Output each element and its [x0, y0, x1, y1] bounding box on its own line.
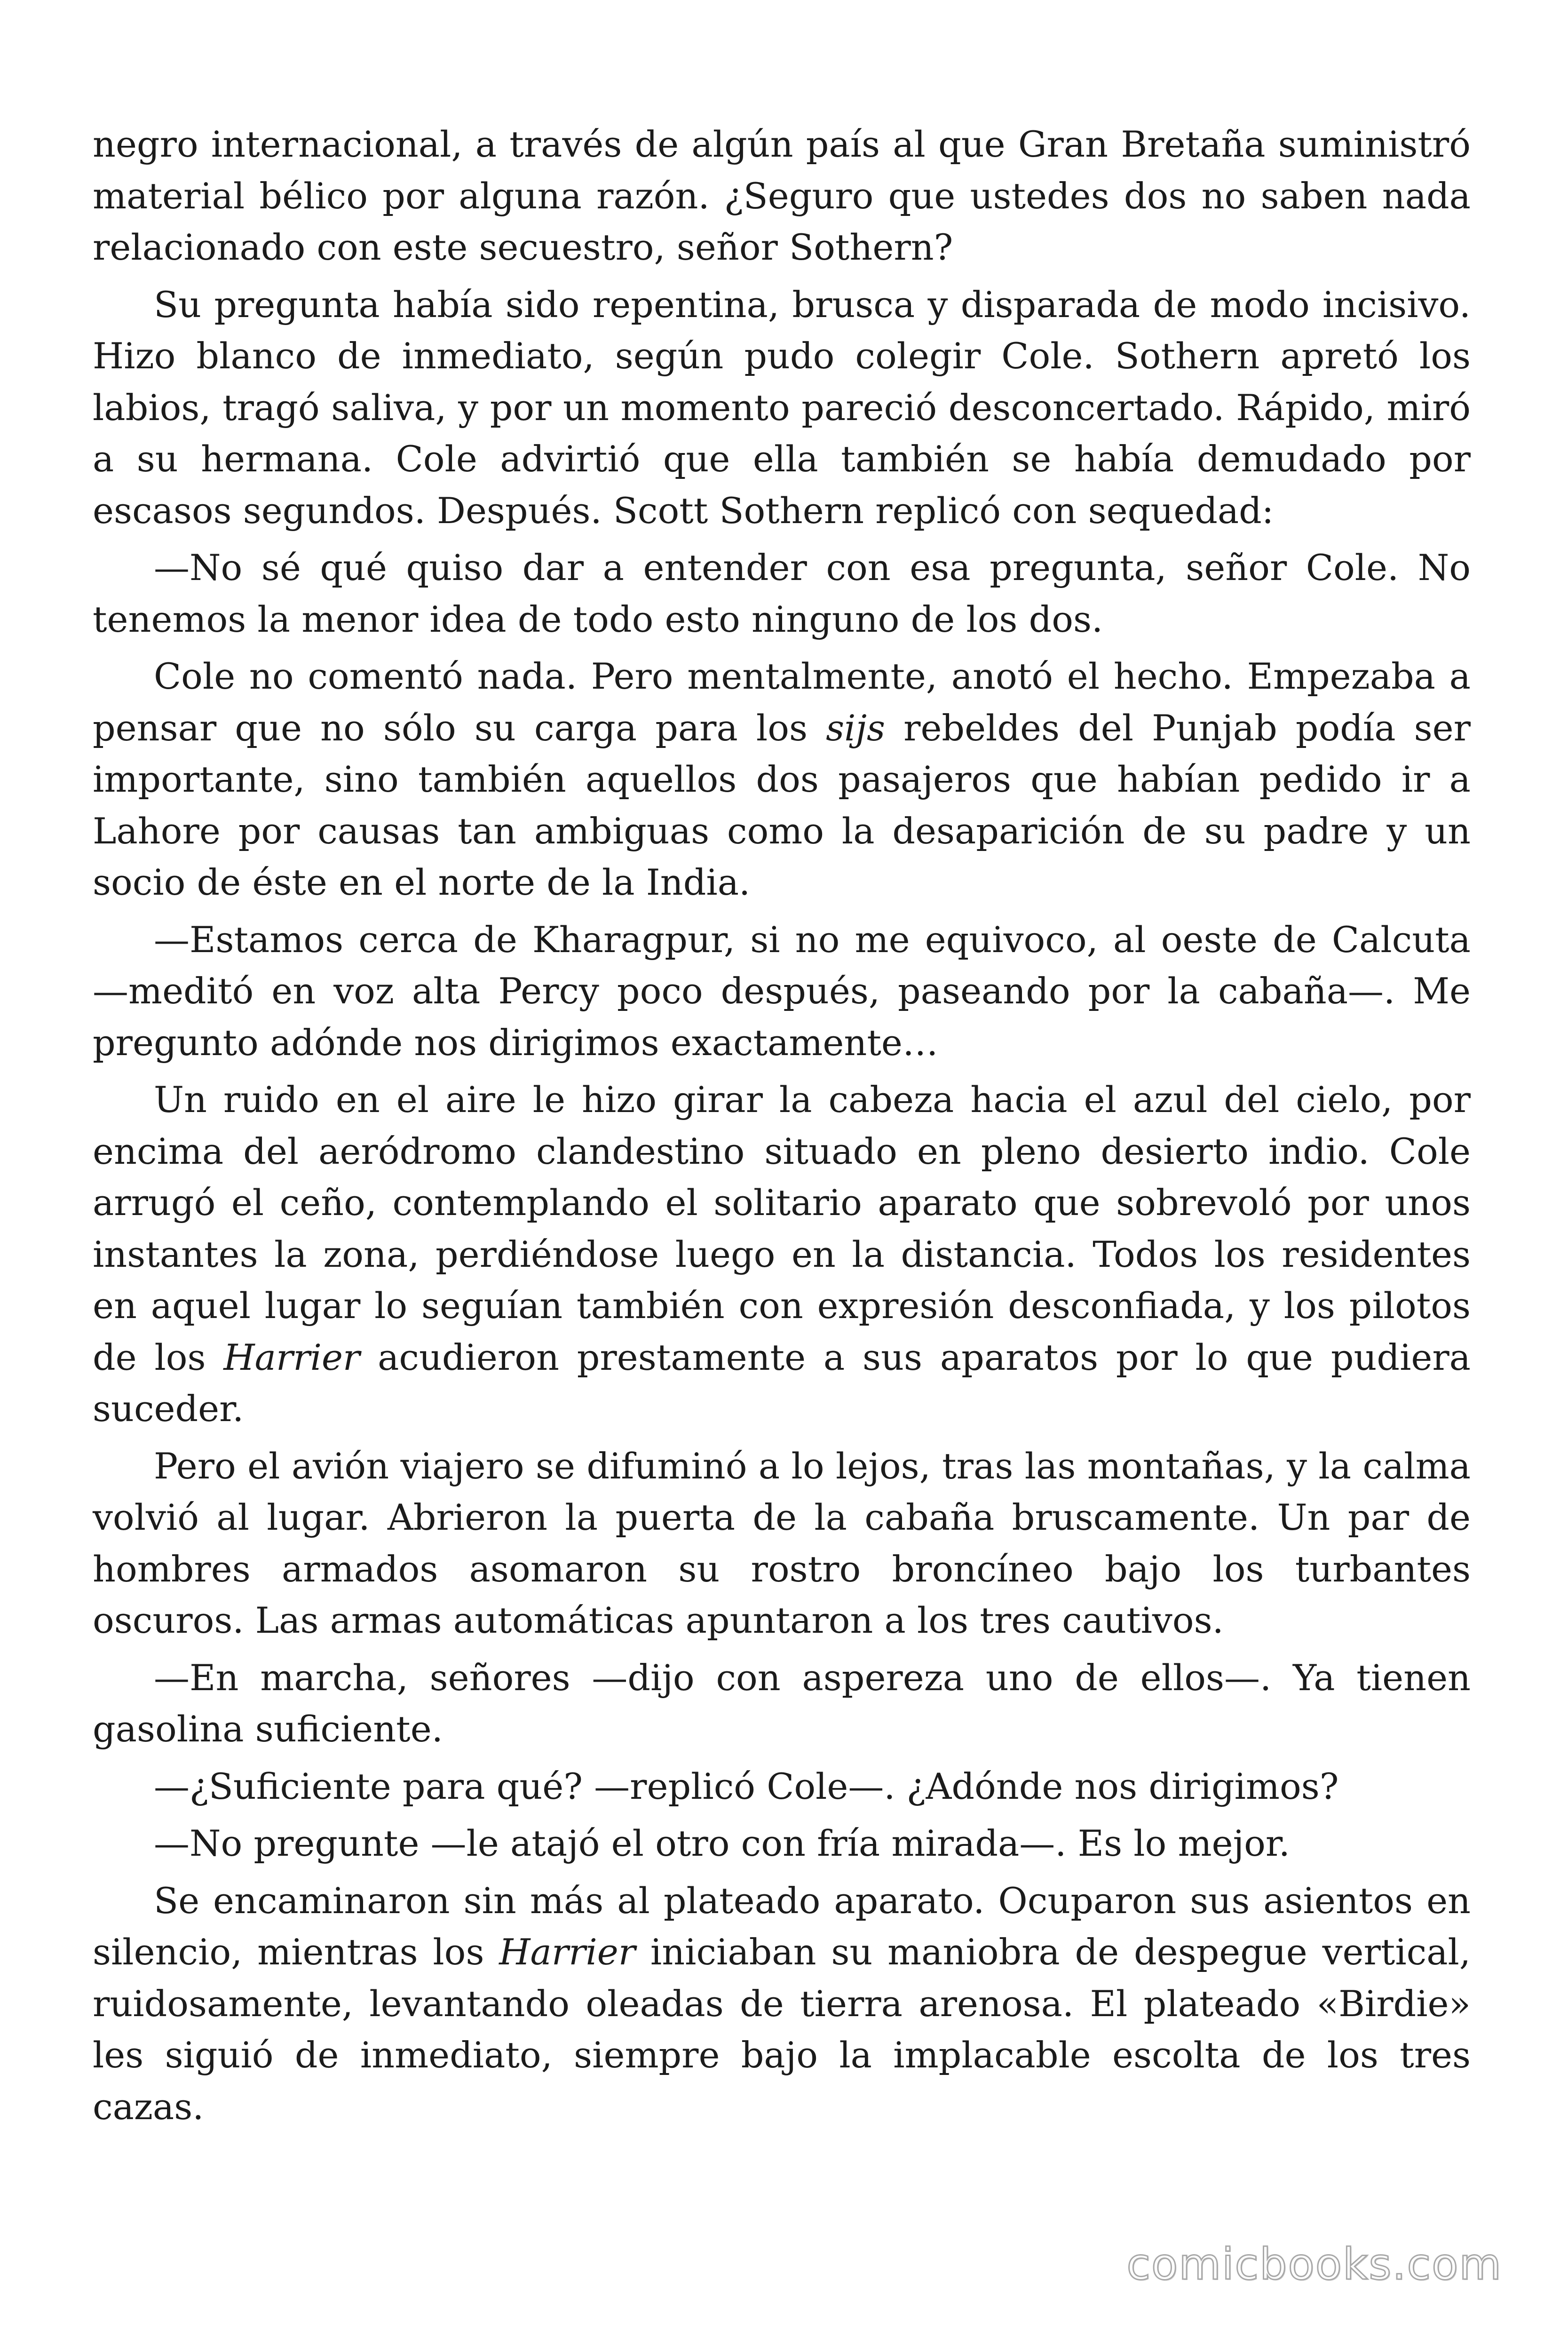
italic-term: sijs [826, 707, 885, 749]
italic-term: Harrier [499, 1931, 636, 1973]
paragraph: —¿Suficiente para qué? —replicó Cole—. ¿Adónde nos dirigimos? [154, 1765, 1339, 1807]
paragraph: negro internacional, a través de algún país al que Gran Bretaña suministró material bélico por alguna razón. ¿Seguro que ustedes dos no saben nada relacionado con este secuestro, señor Sothern? [93, 123, 1471, 268]
paragraph: —Estamos cerca de Kharagpur, si no me equivoco, al oeste de Calcuta —meditó en voz alta Percy poco después, paseando por la cabaña—. Me pregunto adónde nos dirigimos exactamente… [93, 918, 1471, 1064]
paragraph: Cole no comentó nada. Pero mentalmente, anotó el hecho. Empezaba a pensar que no sólo su carga para los sijs rebeldes del Punjab podía ser importante, sino también aquellos dos pasajeros que habían pedido ir a Lahore por causas tan ambiguas como la desaparición de su padre y un socio de éste en el norte de la India. [93, 655, 1471, 903]
watermark: comicbooks.com [1126, 2239, 1502, 2289]
italic-term: Harrier [223, 1336, 360, 1378]
paragraph: Su pregunta había sido repentina, brusca y disparada de modo incisivo. Hizo blanco de inmediato, según pudo colegir Cole. Sothern apretó los labios, tragó saliva, y por un momento pareció desconcertado. Rápido, miró a su hermana. Cole advirtió que ella también se había demudado por escasos segundos. Después. Scott Sothern replicó con sequedad: [93, 283, 1471, 532]
paragraph: Un ruido en el aire le hizo girar la cabeza hacia el azul del cielo, por encima del aeródromo clandestino situado en pleno desierto indio. Cole arrugó el ceño, contemplando el solitario aparato que sobrevoló por unos instantes la zona, perdiéndose luego en la distancia. Todos los residentes en aquel lugar lo seguían también con expresión desconfiada, y los pilotos de los Harrier acudieron prestamente a sus aparatos por lo que pudiera suceder. [93, 1079, 1471, 1430]
paragraph: —No pregunte —le atajó el otro con fría mirada—. Es lo mejor. [154, 1822, 1290, 1864]
paragraph: Se encaminaron sin más al plateado aparato. Ocuparon sus asientos en silencio, mientras los Harrier iniciaban su maniobra de despegue vertical, ruidosamente, levantando oleadas de tierra arenosa. El plateado «Birdie» les siguió de inmediato, siempre bajo la implacable escolta de los tres cazas. [93, 1879, 1471, 2128]
paragraph: —En marcha, señores —dijo con aspereza uno de ellos—. Ya tienen gasolina suficiente. [93, 1656, 1471, 1750]
paragraph: Pero el avión viajero se difuminó a lo lejos, tras las montañas, y la calma volvió al lugar. Abrieron la puerta de la cabaña bruscamente. Un par de hombres armados asomaron su rostro broncíneo bajo los turbantes oscuros. Las armas automáticas apuntaron a los tres cautivos. [93, 1445, 1471, 1641]
page-body [93, 119, 1471, 2138]
paragraph: —No sé qué quiso dar a entender con esa pregunta, señor Cole. No tenemos la menor idea de todo esto ninguno de los dos. [93, 547, 1471, 640]
